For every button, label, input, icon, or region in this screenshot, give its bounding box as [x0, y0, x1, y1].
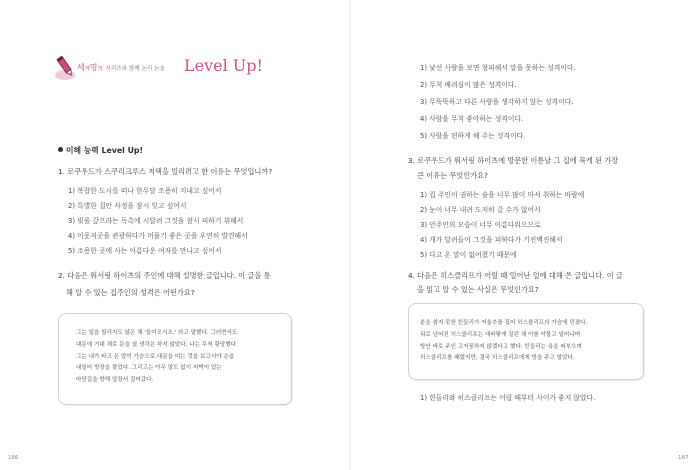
passage-line: 방안 바로 주인 고저꿍하지 않겠다고 했다. 힌들리는 욕을 퍼부으며 — [420, 343, 582, 350]
page-number: 186 — [8, 455, 19, 461]
question-4-line-1: 4. 다음은 히스클리프가 어릴 때 일어난 일에 대해 쓴 글입니다. 이 글 — [408, 271, 623, 280]
q1-option-1: 1) 복잡한 도시를 떠나 한두달 조용히 지내고 싶어서 — [68, 187, 222, 195]
left-page — [0, 0, 349, 470]
passage-line: 분을 참지 못한 힌들리가 저울추를 집어 히스클리프의 가슴에 던졌다. — [420, 320, 588, 326]
passage-line: 그는 내가 타고 온 말이 가슴으로 대문을 미는 것을 보고서야 손을 — [76, 353, 235, 360]
question-3-line-2: 큰 이유는 무엇인가요? — [417, 171, 488, 180]
right-page — [351, 0, 700, 470]
q2-option-5: 5) 사람을 편하게 해 주는 성격이다. — [420, 132, 526, 140]
q2-option-2: 2) 무척 배려심이 많은 성격이다. — [420, 81, 517, 89]
question-3-line-1: 3. 로쿠우드가 워서링 하이츠에 방문한 이튿날 그 집에 묵게 된 가장 — [408, 156, 619, 165]
page-number: 187 — [678, 455, 689, 461]
question-2-line-2: 해 알 수 있는 집주인의 성격은 어떤가요? — [66, 288, 195, 297]
q1-option-2: 2) 특별한 집안 사정을 잠시 잊고 싶어서 — [68, 202, 187, 210]
question-1: 1. 로쿠우드가 스쿠리크루스 저택을 빌리려고 한 이유는 무엇입니까? — [58, 167, 273, 176]
bullet-icon — [58, 147, 63, 152]
pencil-icon — [54, 54, 76, 82]
passage-line: 내밀어 빗장을 풀었다. 그리고는 아무 말도 없이 저벅이 있는 — [76, 365, 222, 372]
q3-option-3: 3) 안주인의 모습이 너무 아름다워으므로 — [420, 221, 541, 229]
q2-option-3: 3) 무뚝뚝하고 다른 사람을 생각하지 않는 성격이다. — [420, 98, 574, 106]
passage-line: 대문에 기대 채로 문을 열 생각은 하지 않았다. 나는 무척 황당했다. — [76, 341, 238, 348]
q3-option-4: 4) 개가 달려들어 그것을 피하다가 기진맥진해서 — [420, 236, 563, 244]
series-subtitle: 시리즈와 함께 논리 논술 — [105, 66, 165, 72]
question-4-line-2: 을 읽고 알 수 있는 사실은 무엇인가요? — [417, 285, 539, 294]
section-title: 이해 능력 Level Up! — [58, 145, 143, 156]
q3-option-1: 1) 집 주인이 권하는 술을 너무 많이 마셔 취하는 바람에 — [420, 191, 585, 199]
question-2-line-1: 2. 다음은 워서링 하이츠의 주인에 대해 설명한 글입니다. 이 글을 통 — [58, 271, 271, 280]
q2-option-4: 4) 사람을 무척 좋아하는 성격이다. — [420, 115, 524, 123]
q1-option-4: 4) 이웃저곳을 관광하다가 머물기 좋은 곳을 우연히 발견해서 — [68, 232, 248, 240]
q1-option-3: 3) 빚을 갚으라는 독촉에 시달려 그것을 잠시 피하기 위해서 — [68, 217, 244, 225]
passage-line: 그는 일을 빌리지도 않은 채 '들어오시오.' 라고 말했다. 그러면서도 — [76, 330, 238, 336]
level-up-title: Level Up! — [184, 56, 263, 75]
series-header — [54, 56, 264, 82]
q3-option-5: 5) 다고 온 말이 없어졌기 때문에 — [420, 251, 517, 259]
passage-line: 히스클리프를 때렸지만, 결국 히스클리프에게 방을 주고 말았다. — [420, 355, 575, 362]
passage-line: 뒤로 넘어진 히스클리프는 새파랗게 질린 채 이를 악물고 일어나며 — [420, 331, 581, 338]
q2-option-1: 1) 낯선 사람을 보면 창피해서 말을 못하는 성격이다. — [420, 64, 576, 72]
q1-option-5: 5) 조용한 곳에 사는 아름다운 여자를 만나고 싶어서 — [68, 247, 222, 255]
passage-text — [76, 328, 238, 387]
q4-option-1: 1) 힌들리와 히스클리프는 어릴 때부터 사이가 좋지 않았다. — [420, 394, 596, 402]
passage-text — [420, 318, 587, 365]
q3-option-2: 2) 눈이 너무 내려 도저히 갈 수가 없어서 — [420, 206, 541, 214]
passage-line: 마당길을 향해 앞장서 걸어갔다. — [76, 377, 154, 384]
series-title: 세계명작 시리즈와 함께 논리 논술 — [77, 63, 165, 72]
